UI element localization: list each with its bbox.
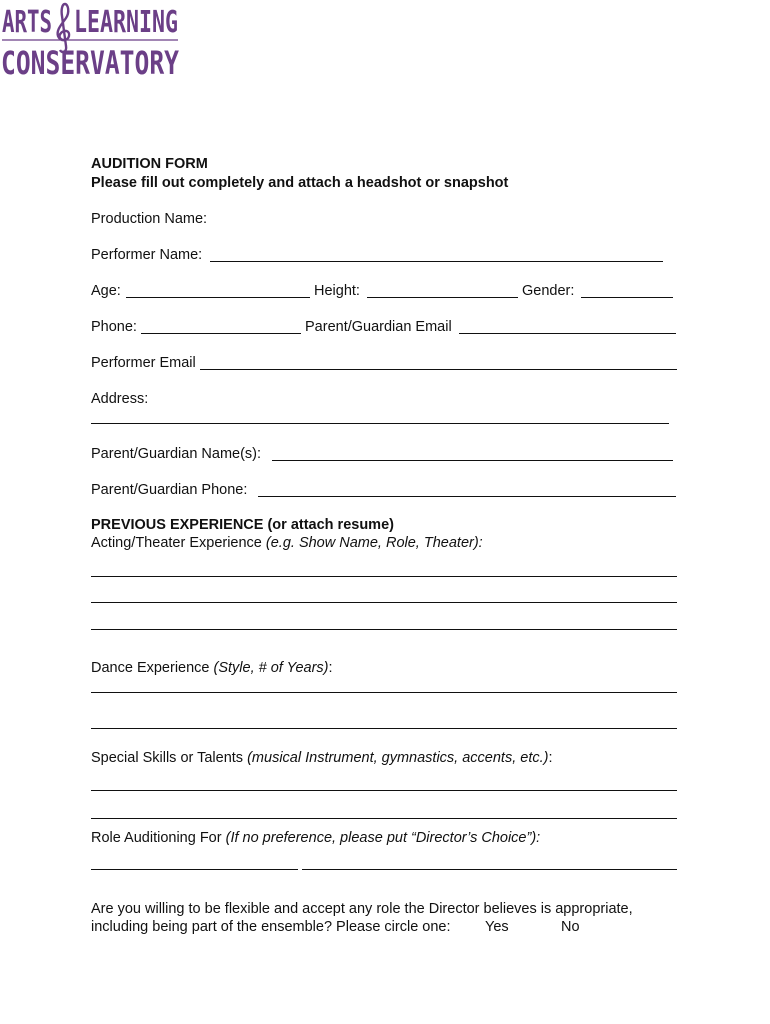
logo-word-learning: LEARNING (74, 5, 178, 40)
guardian-email-label: Parent/Guardian Email (305, 319, 452, 335)
gender-field[interactable] (581, 297, 673, 298)
acting-line-1[interactable] (91, 576, 677, 577)
address-label: Address: (91, 391, 149, 407)
role-hint-text: (If no preference, please put “Director’s Choice”): (225, 830, 541, 846)
guardian-names-label: Parent/Guardian Name(s): (91, 446, 262, 462)
dance-colon: : (328, 660, 333, 676)
acting-experience-label (91, 534, 483, 552)
age-label: Age: (91, 283, 121, 299)
role-label-text: Role Auditioning For (91, 830, 226, 846)
role-line-right[interactable] (302, 869, 677, 870)
guardian-email-field[interactable] (459, 333, 676, 334)
guardian-phone-field[interactable] (258, 496, 676, 497)
special-skills-label (91, 749, 553, 767)
dance-experience-label (91, 659, 333, 677)
performer-email-label: Performer Email (91, 355, 196, 371)
logo-word-conservatory: CONSERVATORY (1, 44, 180, 82)
gender-label: Gender: (522, 283, 575, 299)
acting-line-2[interactable] (91, 602, 677, 603)
height-label: Height: (314, 283, 360, 299)
form-title: AUDITION FORM (91, 156, 208, 172)
dance-label-text: Dance Experience (91, 660, 214, 676)
height-field[interactable] (367, 297, 518, 298)
acting-hint-text: (e.g. Show Name, Role, Theater): (265, 535, 483, 551)
dance-line-1[interactable] (91, 692, 677, 693)
no-option[interactable]: No (561, 919, 580, 935)
form-subtitle: Please fill out completely and attach a headshot or snapshot (91, 175, 509, 191)
phone-label: Phone: (91, 319, 137, 335)
guardian-names-field[interactable] (272, 460, 673, 461)
guardian-phone-label: Parent/Guardian Phone: (91, 482, 248, 498)
production-name-label: Production Name: (91, 211, 208, 227)
flexible-question-line2: including being part of the ensemble? Please circle one: (91, 919, 451, 935)
experience-heading: PREVIOUS EXPERIENCE (or attach resume) (91, 517, 394, 533)
performer-email-field[interactable] (200, 369, 677, 370)
age-field[interactable] (126, 297, 310, 298)
skills-hint-text: (musical Instrument, gymnastics, accents, etc.) (247, 750, 549, 766)
skills-line-1[interactable] (91, 790, 677, 791)
arts-learning-conservatory-logo (0, 0, 182, 82)
skills-line-2[interactable] (91, 818, 677, 819)
logo-word-arts: ARTS (2, 5, 52, 40)
role-line-left[interactable] (91, 869, 298, 870)
skills-colon: : (548, 750, 553, 766)
performer-name-label: Performer Name: (91, 247, 203, 263)
acting-line-3[interactable] (91, 629, 677, 630)
skills-label-text: Special Skills or Talents (91, 750, 248, 766)
yes-option[interactable]: Yes (485, 919, 509, 935)
flexible-question-line1: Are you willing to be flexible and accept any role the Director believes is appropriate, (91, 901, 633, 917)
address-field[interactable] (91, 423, 669, 424)
role-auditioning-label (91, 829, 540, 847)
dance-hint-text: (Style, # of Years) (213, 660, 329, 676)
acting-label-text: Acting/Theater Experience (91, 535, 266, 551)
dance-line-2[interactable] (91, 728, 677, 729)
phone-field[interactable] (141, 333, 301, 334)
performer-name-field[interactable] (210, 261, 663, 262)
